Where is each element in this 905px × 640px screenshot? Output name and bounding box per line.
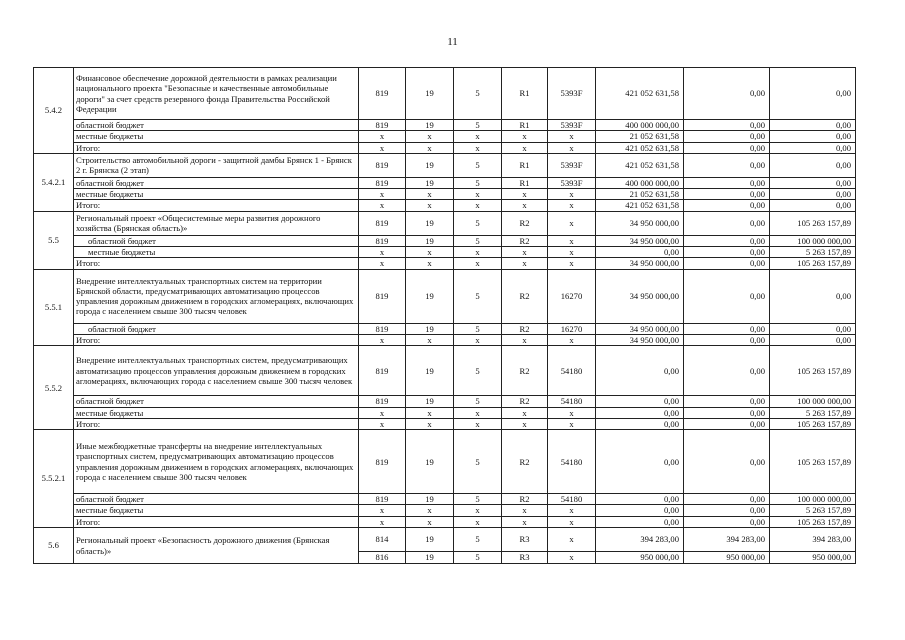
cell-rz: x	[406, 200, 454, 211]
cell-program: R2	[502, 396, 548, 407]
cell-value-2: 950 000,00	[684, 552, 770, 564]
cell-pr: x	[454, 505, 502, 516]
cell-value-1: 0,00	[596, 346, 684, 396]
cell-code: x	[548, 418, 596, 429]
cell-value-2: 0,00	[684, 396, 770, 407]
cell-value-2: 0,00	[684, 247, 770, 258]
cell-name: областной бюджет	[74, 177, 359, 188]
cell-index: 5.5.2.1	[34, 430, 74, 528]
cell-code: x	[548, 235, 596, 246]
cell-grbs: 819	[359, 396, 406, 407]
cell-program: R2	[502, 269, 548, 323]
cell-pr: 5	[454, 552, 502, 564]
cell-grbs: x	[359, 258, 406, 269]
cell-name: Региональный проект «Общесистемные меры развития дорожного хозяйства (Брянская область)»	[74, 211, 359, 235]
cell-value-2: 0,00	[684, 120, 770, 131]
cell-pr: x	[454, 200, 502, 211]
cell-value-2: 0,00	[684, 189, 770, 200]
cell-rz: x	[406, 505, 454, 516]
cell-name: Внедрение интеллектуальных транспортных систем на территории Брянской области, предусматривающих автоматизацию процессов управления дорожным движением в городских агломерациях, включающих города с населением свыше 300 тысяч человек	[74, 269, 359, 323]
cell-value-3: 105 263 157,89	[770, 211, 856, 235]
cell-grbs: x	[359, 131, 406, 142]
table-row	[34, 528, 856, 552]
cell-value-3: 105 263 157,89	[770, 516, 856, 527]
cell-program: R2	[502, 494, 548, 505]
cell-code: x	[548, 142, 596, 153]
cell-value-1: 0,00	[596, 396, 684, 407]
cell-grbs: 819	[359, 177, 406, 188]
cell-index: 5.4.2	[34, 68, 74, 154]
cell-value-1: 421 052 631,58	[596, 142, 684, 153]
cell-value-3: 0,00	[770, 131, 856, 142]
cell-code: 54180	[548, 494, 596, 505]
cell-code: x	[548, 407, 596, 418]
cell-program: R1	[502, 153, 548, 177]
cell-name: Итого:	[74, 418, 359, 429]
cell-program: R2	[502, 323, 548, 334]
cell-rz: x	[406, 334, 454, 345]
cell-value-3: 0,00	[770, 269, 856, 323]
cell-value-3: 5 263 157,89	[770, 505, 856, 516]
cell-value-1: 34 950 000,00	[596, 269, 684, 323]
cell-pr: 5	[454, 235, 502, 246]
cell-program: x	[502, 200, 548, 211]
cell-value-2: 0,00	[684, 346, 770, 396]
cell-name: Внедрение интеллектуальных транспортных систем, предусматривающих автоматизацию процессов управления дорожным движением в городских агломерациях, включающих города с населением свыше 300 тысяч человек	[74, 346, 359, 396]
cell-program: x	[502, 258, 548, 269]
cell-value-1: 34 950 000,00	[596, 235, 684, 246]
cell-pr: 5	[454, 346, 502, 396]
cell-name: Итого:	[74, 142, 359, 153]
cell-grbs: 814	[359, 528, 406, 552]
cell-name: областной бюджет	[74, 494, 359, 505]
cell-rz: 19	[406, 177, 454, 188]
cell-rz: x	[406, 247, 454, 258]
table-row	[34, 346, 856, 396]
cell-value-2: 0,00	[684, 177, 770, 188]
cell-grbs: 819	[359, 430, 406, 494]
cell-value-2: 0,00	[684, 334, 770, 345]
cell-name: местные бюджеты	[74, 505, 359, 516]
cell-rz: 19	[406, 211, 454, 235]
cell-pr: x	[454, 407, 502, 418]
cell-code: 54180	[548, 346, 596, 396]
cell-grbs: 819	[359, 269, 406, 323]
table-row	[34, 68, 856, 120]
cell-value-3: 5 263 157,89	[770, 247, 856, 258]
cell-code: x	[548, 200, 596, 211]
cell-code: 54180	[548, 396, 596, 407]
cell-pr: x	[454, 247, 502, 258]
cell-rz: 19	[406, 396, 454, 407]
table-row	[34, 396, 856, 407]
cell-value-1: 21 052 631,58	[596, 189, 684, 200]
cell-rz: 19	[406, 430, 454, 494]
cell-program: R2	[502, 346, 548, 396]
cell-value-1: 34 950 000,00	[596, 211, 684, 235]
cell-program: R1	[502, 177, 548, 188]
cell-name: Итого:	[74, 516, 359, 527]
cell-code: 54180	[548, 430, 596, 494]
cell-value-3: 105 263 157,89	[770, 346, 856, 396]
budget-table	[33, 67, 856, 564]
cell-value-1: 0,00	[596, 505, 684, 516]
cell-value-1: 400 000 000,00	[596, 120, 684, 131]
table-row	[34, 189, 856, 200]
cell-program: R3	[502, 528, 548, 552]
table-row	[34, 269, 856, 323]
cell-pr: x	[454, 131, 502, 142]
cell-value-3: 950 000,00	[770, 552, 856, 564]
cell-value-1: 400 000 000,00	[596, 177, 684, 188]
cell-index: 5.5.2	[34, 346, 74, 430]
cell-value-2: 0,00	[684, 142, 770, 153]
cell-name: местные бюджеты	[74, 189, 359, 200]
table-row	[34, 200, 856, 211]
cell-pr: 5	[454, 68, 502, 120]
cell-name: Итого:	[74, 334, 359, 345]
cell-value-3: 0,00	[770, 200, 856, 211]
table-row	[34, 120, 856, 131]
cell-value-3: 100 000 000,00	[770, 494, 856, 505]
cell-grbs: 819	[359, 323, 406, 334]
cell-value-3: 105 263 157,89	[770, 430, 856, 494]
cell-code: x	[548, 552, 596, 564]
cell-value-3: 0,00	[770, 334, 856, 345]
cell-value-3: 0,00	[770, 189, 856, 200]
cell-name: областной бюджет	[74, 235, 359, 246]
cell-grbs: x	[359, 200, 406, 211]
cell-code: 5393F	[548, 153, 596, 177]
cell-grbs: 819	[359, 211, 406, 235]
cell-pr: 5	[454, 269, 502, 323]
table-row	[34, 211, 856, 235]
table-row	[34, 177, 856, 188]
cell-value-1: 0,00	[596, 247, 684, 258]
cell-value-2: 0,00	[684, 323, 770, 334]
cell-value-2: 0,00	[684, 430, 770, 494]
cell-rz: 19	[406, 552, 454, 564]
cell-value-1: 34 950 000,00	[596, 323, 684, 334]
cell-program: x	[502, 131, 548, 142]
cell-value-3: 0,00	[770, 323, 856, 334]
cell-name: местные бюджеты	[74, 407, 359, 418]
cell-grbs: x	[359, 516, 406, 527]
cell-program: x	[502, 516, 548, 527]
table-row	[34, 334, 856, 345]
cell-rz: x	[406, 516, 454, 527]
cell-rz: x	[406, 189, 454, 200]
cell-value-2: 0,00	[684, 418, 770, 429]
cell-index: 5.5	[34, 211, 74, 269]
cell-name: Региональный проект «Безопасность дорожного движения (Брянская область)»	[74, 528, 359, 564]
cell-value-1: 421 052 631,58	[596, 200, 684, 211]
cell-value-2: 0,00	[684, 269, 770, 323]
cell-value-3: 100 000 000,00	[770, 396, 856, 407]
cell-value-3: 394 283,00	[770, 528, 856, 552]
cell-value-1: 0,00	[596, 494, 684, 505]
cell-program: R3	[502, 552, 548, 564]
cell-code: x	[548, 247, 596, 258]
cell-value-2: 394 283,00	[684, 528, 770, 552]
cell-code: 16270	[548, 269, 596, 323]
cell-program: x	[502, 418, 548, 429]
cell-program: x	[502, 142, 548, 153]
cell-value-2: 0,00	[684, 505, 770, 516]
cell-grbs: 819	[359, 235, 406, 246]
cell-name: местные бюджеты	[74, 131, 359, 142]
cell-rz: x	[406, 258, 454, 269]
table-row	[34, 247, 856, 258]
cell-pr: x	[454, 258, 502, 269]
cell-index: 5.4.2.1	[34, 153, 74, 211]
cell-rz: 19	[406, 153, 454, 177]
cell-value-3: 0,00	[770, 153, 856, 177]
cell-pr: x	[454, 142, 502, 153]
cell-grbs: 816	[359, 552, 406, 564]
cell-pr: 5	[454, 120, 502, 131]
cell-rz: 19	[406, 346, 454, 396]
cell-grbs: 819	[359, 346, 406, 396]
cell-grbs: x	[359, 505, 406, 516]
cell-program: R2	[502, 235, 548, 246]
cell-code: 5393F	[548, 177, 596, 188]
cell-pr: x	[454, 189, 502, 200]
cell-rz: x	[406, 407, 454, 418]
cell-pr: 5	[454, 528, 502, 552]
cell-pr: 5	[454, 323, 502, 334]
table-row	[34, 131, 856, 142]
cell-name: местные бюджеты	[74, 247, 359, 258]
cell-value-2: 0,00	[684, 68, 770, 120]
table-body	[34, 68, 856, 564]
cell-value-1: 0,00	[596, 430, 684, 494]
cell-code: x	[548, 131, 596, 142]
cell-value-2: 0,00	[684, 153, 770, 177]
cell-grbs: x	[359, 142, 406, 153]
cell-value-1: 0,00	[596, 516, 684, 527]
cell-value-3: 0,00	[770, 120, 856, 131]
cell-value-3: 0,00	[770, 177, 856, 188]
cell-program: R2	[502, 430, 548, 494]
cell-value-2: 0,00	[684, 211, 770, 235]
cell-value-1: 0,00	[596, 418, 684, 429]
cell-pr: 5	[454, 177, 502, 188]
cell-pr: 5	[454, 396, 502, 407]
table-row	[34, 516, 856, 527]
table-row	[34, 235, 856, 246]
cell-value-1: 34 950 000,00	[596, 258, 684, 269]
cell-code: x	[548, 258, 596, 269]
cell-value-2: 0,00	[684, 200, 770, 211]
table-row	[34, 505, 856, 516]
table-row	[34, 430, 856, 494]
cell-code: x	[548, 516, 596, 527]
cell-name: областной бюджет	[74, 323, 359, 334]
cell-rz: x	[406, 142, 454, 153]
cell-rz: 19	[406, 68, 454, 120]
cell-value-3: 105 263 157,89	[770, 258, 856, 269]
cell-rz: 19	[406, 269, 454, 323]
cell-name: Финансовое обеспечение дорожной деятельности в рамках реализации национального проекта "Безопасные и качественные автомобильные дороги" за счет средств резервного фонда Правительства Российской Федерации	[74, 68, 359, 120]
cell-value-1: 394 283,00	[596, 528, 684, 552]
cell-pr: x	[454, 418, 502, 429]
cell-pr: 5	[454, 153, 502, 177]
cell-value-3: 105 263 157,89	[770, 418, 856, 429]
table-row	[34, 407, 856, 418]
table-row	[34, 153, 856, 177]
cell-value-2: 0,00	[684, 235, 770, 246]
cell-name: областной бюджет	[74, 396, 359, 407]
cell-code: x	[548, 505, 596, 516]
cell-rz: 19	[406, 120, 454, 131]
cell-pr: x	[454, 516, 502, 527]
cell-name: Иные межбюджетные трансферты на внедрение интеллектуальных транспортных систем, предусматривающих автоматизацию процессов управления дорожным движением в городских агломерациях, включающих города с населением свыше 300 тысяч человек	[74, 430, 359, 494]
cell-name: Строительство автомобильной дороги - защитной дамбы Брянск 1 - Брянск 2 г. Брянска (2 этап)	[74, 153, 359, 177]
cell-rz: x	[406, 131, 454, 142]
cell-value-2: 0,00	[684, 258, 770, 269]
cell-code: 5393F	[548, 120, 596, 131]
cell-grbs: 819	[359, 120, 406, 131]
cell-index: 5.5.1	[34, 269, 74, 346]
cell-pr: 5	[454, 211, 502, 235]
table-row	[34, 418, 856, 429]
cell-code: x	[548, 189, 596, 200]
cell-code: x	[548, 334, 596, 345]
cell-value-2: 0,00	[684, 407, 770, 418]
table-row	[34, 494, 856, 505]
cell-program: R1	[502, 120, 548, 131]
cell-name: Итого:	[74, 200, 359, 211]
cell-value-1: 0,00	[596, 407, 684, 418]
cell-grbs: x	[359, 334, 406, 345]
cell-program: R1	[502, 68, 548, 120]
cell-value-2: 0,00	[684, 131, 770, 142]
cell-code: x	[548, 211, 596, 235]
cell-name: Итого:	[74, 258, 359, 269]
cell-grbs: x	[359, 407, 406, 418]
cell-code: 16270	[548, 323, 596, 334]
page-number: 11	[447, 36, 458, 48]
cell-index: 5.6	[34, 528, 74, 564]
table-row	[34, 142, 856, 153]
cell-value-1: 34 950 000,00	[596, 334, 684, 345]
table-row	[34, 258, 856, 269]
cell-program: R2	[502, 211, 548, 235]
cell-program: x	[502, 247, 548, 258]
cell-value-2: 0,00	[684, 494, 770, 505]
cell-rz: 19	[406, 494, 454, 505]
cell-value-3: 5 263 157,89	[770, 407, 856, 418]
cell-program: x	[502, 334, 548, 345]
cell-rz: 19	[406, 323, 454, 334]
cell-value-3: 100 000 000,00	[770, 235, 856, 246]
cell-program: x	[502, 505, 548, 516]
cell-rz: 19	[406, 528, 454, 552]
cell-value-1: 421 052 631,58	[596, 68, 684, 120]
cell-pr: 5	[454, 494, 502, 505]
cell-code: 5393F	[548, 68, 596, 120]
cell-name: областной бюджет	[74, 120, 359, 131]
cell-program: x	[502, 407, 548, 418]
cell-code: x	[548, 528, 596, 552]
cell-pr: x	[454, 334, 502, 345]
cell-grbs: x	[359, 189, 406, 200]
cell-program: x	[502, 189, 548, 200]
cell-grbs: 819	[359, 68, 406, 120]
cell-value-2: 0,00	[684, 516, 770, 527]
cell-grbs: x	[359, 418, 406, 429]
cell-grbs: 819	[359, 153, 406, 177]
cell-rz: x	[406, 418, 454, 429]
cell-value-3: 0,00	[770, 68, 856, 120]
cell-value-1: 21 052 631,58	[596, 131, 684, 142]
cell-grbs: 819	[359, 494, 406, 505]
cell-pr: 5	[454, 430, 502, 494]
cell-value-1: 421 052 631,58	[596, 153, 684, 177]
cell-value-3: 0,00	[770, 142, 856, 153]
table-row	[34, 323, 856, 334]
cell-rz: 19	[406, 235, 454, 246]
cell-value-1: 950 000,00	[596, 552, 684, 564]
cell-grbs: x	[359, 247, 406, 258]
